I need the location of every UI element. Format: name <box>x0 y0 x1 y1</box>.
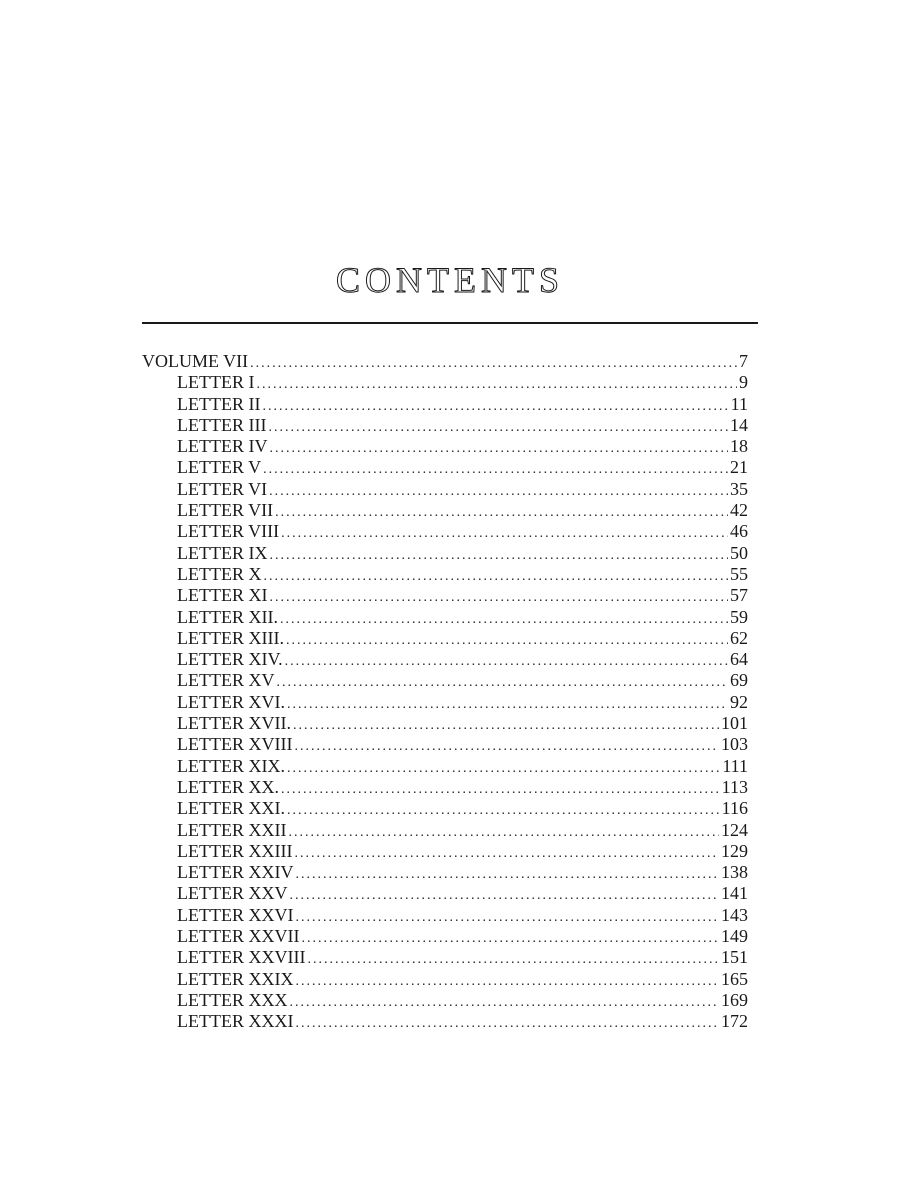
toc-entry-label: VOLUME VII <box>142 351 249 371</box>
toc-entry-label: LETTER XXX <box>177 989 288 1010</box>
toc-entry-letter[interactable] <box>142 862 758 883</box>
dot-leader <box>295 1013 719 1032</box>
toc-entry-page: 35 <box>730 478 748 499</box>
toc-entry-label: LETTER IV <box>177 436 268 457</box>
toc-entry-letter[interactable] <box>142 543 758 564</box>
toc-entry-page: 69 <box>730 670 748 691</box>
toc-entry-page: 143 <box>721 904 748 925</box>
toc-entry-label: LETTER XVII. <box>177 713 291 734</box>
toc-entry-label: LETTER XX. <box>177 776 279 797</box>
toc-entry-letter[interactable] <box>142 734 758 755</box>
toc-entry-volume[interactable] <box>142 351 758 372</box>
toc-entry-letter[interactable] <box>142 798 758 819</box>
dot-leader <box>263 459 728 478</box>
dot-leader <box>295 971 719 990</box>
dot-leader <box>301 928 719 947</box>
toc-entry-page: 46 <box>730 521 748 542</box>
toc-entry-label: LETTER XIV. <box>177 649 283 670</box>
toc-entry-page: 172 <box>721 1011 748 1032</box>
toc-entry-letter[interactable] <box>142 670 758 691</box>
toc-entry-letter[interactable] <box>142 394 758 415</box>
toc-entry-label: LETTER XXIII <box>177 840 293 861</box>
toc-entry-page: 103 <box>721 734 748 755</box>
dot-leader <box>293 715 719 734</box>
dot-leader <box>269 587 728 606</box>
toc-entry-label: LETTER VI <box>177 478 268 499</box>
toc-entry-label: LETTER VII <box>177 500 274 521</box>
toc-entry-letter[interactable] <box>142 969 758 990</box>
toc-entry-page: 111 <box>722 755 748 776</box>
toc-entry-page: 9 <box>739 372 748 393</box>
toc-entry-letter[interactable] <box>142 521 758 542</box>
dot-leader <box>280 609 728 628</box>
dot-leader <box>286 630 728 649</box>
dot-leader <box>295 907 719 926</box>
toc-entry-label: LETTER XVIII <box>177 734 293 755</box>
toc-entry-page: 11 <box>730 393 748 414</box>
toc-entry-label: LETTER XXIV <box>177 862 294 883</box>
toc-entry-letter[interactable] <box>142 905 758 926</box>
toc-entry-label: LETTER XXIX <box>177 968 294 989</box>
toc-entry-page: 59 <box>730 606 748 627</box>
dot-leader <box>281 779 720 798</box>
dot-leader <box>289 992 719 1011</box>
dot-leader <box>307 949 719 968</box>
toc-entry-letter[interactable] <box>142 926 758 947</box>
toc-entry-letter[interactable] <box>142 607 758 628</box>
toc-entry-letter[interactable] <box>142 692 758 713</box>
title-divider <box>142 322 758 324</box>
dot-leader <box>294 736 719 755</box>
toc-entry-page: 64 <box>730 649 748 670</box>
dot-leader <box>294 843 719 862</box>
toc-entry-letter[interactable] <box>142 649 758 670</box>
toc-entry-label: LETTER VIII <box>177 521 280 542</box>
toc-entry-page: 165 <box>721 968 748 989</box>
toc-entry-letter[interactable] <box>142 713 758 734</box>
dot-leader <box>268 417 728 436</box>
toc-entry-letter[interactable] <box>142 500 758 521</box>
toc-entry-page: 50 <box>730 542 748 563</box>
toc-entry-label: LETTER I <box>177 372 255 393</box>
dot-leader <box>295 864 719 883</box>
toc-entry-page: 92 <box>730 691 748 712</box>
toc-entry-letter[interactable] <box>142 479 758 500</box>
dot-leader <box>269 438 728 457</box>
toc-entry-letter[interactable] <box>142 990 758 1011</box>
toc-entry-page: 57 <box>730 585 748 606</box>
toc-entry-letter[interactable] <box>142 947 758 968</box>
toc-entry-letter[interactable] <box>142 372 758 393</box>
toc-entry-page: 62 <box>730 627 748 648</box>
toc-entry-letter[interactable] <box>142 777 758 798</box>
toc-entry-letter[interactable] <box>142 585 758 606</box>
dot-leader <box>250 353 737 372</box>
dot-leader <box>287 758 720 777</box>
toc-entry-label: LETTER XXVII <box>177 926 300 947</box>
toc-entry-label: LETTER XI <box>177 585 268 606</box>
dot-leader <box>287 694 728 713</box>
dot-leader <box>289 885 719 904</box>
toc-entry-letter[interactable] <box>142 883 758 904</box>
toc-entry-page: 151 <box>721 947 748 968</box>
toc-entry-page: 7 <box>739 351 748 371</box>
toc-entry-page: 116 <box>721 798 748 819</box>
dot-leader <box>285 651 728 670</box>
dot-leader <box>269 545 728 564</box>
toc-entry-letter[interactable] <box>142 564 758 585</box>
page-title: CONTENTS <box>336 260 564 300</box>
toc-entry-label: LETTER XXVIII <box>177 947 306 968</box>
dot-leader <box>281 523 728 542</box>
toc-entry-label: LETTER XII. <box>177 606 278 627</box>
toc-entry-letter[interactable] <box>142 628 758 649</box>
toc-entry-label: LETTER IX <box>177 542 268 563</box>
toc-entry-page: 149 <box>721 926 748 947</box>
dot-leader <box>256 374 737 393</box>
toc-entry-page: 141 <box>721 883 748 904</box>
toc-entry-label: LETTER V <box>177 457 262 478</box>
toc-entry-label: LETTER XXV <box>177 883 288 904</box>
toc-entry-label: LETTER III <box>177 414 267 435</box>
dot-leader <box>262 396 728 415</box>
toc-entry-letter[interactable] <box>142 415 758 436</box>
toc-entry-label: LETTER XXII <box>177 819 287 840</box>
toc-entry-label: LETTER XVI. <box>177 691 285 712</box>
toc-entry-label: LETTER XXI. <box>177 798 285 819</box>
table-of-contents <box>142 351 758 1033</box>
toc-entry-page: 101 <box>721 713 748 734</box>
toc-entry-page: 55 <box>730 563 748 584</box>
toc-entry-letter[interactable] <box>142 457 758 478</box>
toc-entry-label: LETTER XIII. <box>177 627 284 648</box>
dot-leader <box>263 566 728 585</box>
toc-entry-page: 42 <box>730 500 748 521</box>
toc-entry-page: 21 <box>730 457 748 478</box>
dot-leader <box>275 502 728 521</box>
toc-entry-letter[interactable] <box>142 756 758 777</box>
toc-entry-page: 169 <box>721 989 748 1010</box>
toc-entry-page: 138 <box>721 862 748 883</box>
toc-entry-letter[interactable] <box>142 1011 758 1032</box>
toc-entry-label: LETTER X <box>177 563 262 584</box>
toc-entry-page: 113 <box>721 776 748 797</box>
dot-leader <box>276 672 728 691</box>
toc-entry-letter[interactable] <box>142 841 758 862</box>
toc-entry-label: LETTER XV <box>177 670 275 691</box>
toc-entry-label: LETTER XIX. <box>177 755 285 776</box>
toc-entry-letter[interactable] <box>142 436 758 457</box>
toc-entry-page: 124 <box>721 819 748 840</box>
toc-entry-label: LETTER II <box>177 393 261 414</box>
toc-entry-page: 18 <box>730 436 748 457</box>
toc-entry-label: LETTER XXVI <box>177 904 294 925</box>
dot-leader <box>287 800 720 819</box>
toc-entry-label: LETTER XXXI <box>177 1011 294 1032</box>
dot-leader <box>269 481 728 500</box>
dot-leader <box>288 822 719 841</box>
toc-entry-page: 14 <box>730 414 748 435</box>
toc-entry-page: 129 <box>721 840 748 861</box>
toc-entry-letter[interactable] <box>142 820 758 841</box>
